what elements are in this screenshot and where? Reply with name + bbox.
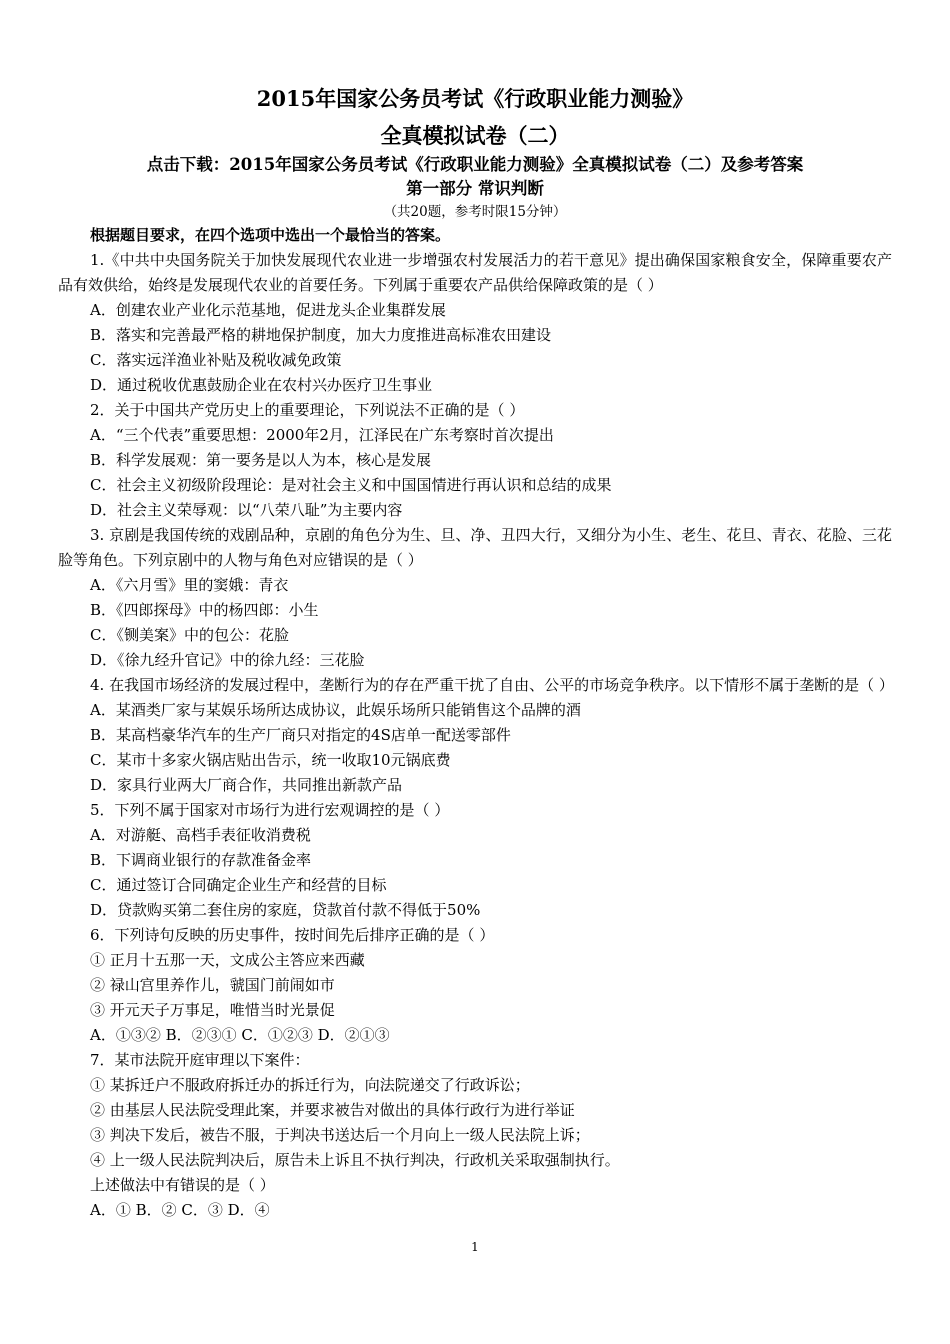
question-5 xyxy=(58,798,892,923)
question-1 xyxy=(58,248,892,398)
list-item: ③ 开元天子万事足，唯惜当时光景促 xyxy=(90,1001,335,1019)
list-item: ① 正月十五那一天，文成公主答应来西藏 xyxy=(90,951,365,969)
question-2 xyxy=(58,398,892,523)
option: B．《四郎探母》中的杨四郎：小生 xyxy=(90,601,319,619)
document-subtitle: 全真模拟试卷（二） xyxy=(380,123,570,148)
options-row: A．①③② B．②③① C．①②③ D．②①③ xyxy=(90,1026,390,1044)
question-stem: 7．某市法院开庭审理以下案件： xyxy=(90,1051,310,1069)
option: D．社会主义荣辱观：以“八荣八耻”为主要内容 xyxy=(90,501,403,519)
part-note: （共20题，参考时限15分钟） xyxy=(383,204,567,220)
question-stem: 5．下列不属于国家对市场行为进行宏观调控的是（ ） xyxy=(90,801,450,819)
option: A．“三个代表”重要思想：2000年2月，江泽民在广东考察时首次提出 xyxy=(90,426,554,444)
question-7 xyxy=(58,1048,892,1223)
option: A．创建农业产业化示范基地，促进龙头企业集群发展 xyxy=(90,301,446,319)
option: C．《铡美案》中的包公：花脸 xyxy=(90,626,289,644)
page-number: 1 xyxy=(471,1240,479,1254)
question-stem: 6．下列诗句反映的历史事件，按时间先后排序正确的是（ ） xyxy=(90,926,495,944)
document-title: 2015年国家公务员考试《行政职业能力测验》 xyxy=(256,86,694,111)
list-item: ② 由基层人民法院受理此案，并要求被告对做出的具体行政行为进行举证 xyxy=(90,1101,575,1119)
list-item: ① 某拆迁户不服政府拆迁办的拆迁行为，向法院递交了行政诉讼； xyxy=(90,1076,530,1094)
list-item: ② 禄山宫里养作儿，虢国门前闹如市 xyxy=(90,976,335,994)
list-item: ④ 上一级人民法院判决后，原告未上诉且不执行判决，行政机关采取强制执行。 xyxy=(90,1151,620,1169)
option: A．《六月雪》里的窦娥：青衣 xyxy=(90,576,289,594)
option: B．下调商业银行的存款准备金率 xyxy=(90,851,312,869)
option: D．家具行业两大厂商合作，共同推出新款产品 xyxy=(90,776,403,794)
instruction: 根据题目要求，在四个选项中选出一个最恰当的答案。 xyxy=(90,226,451,244)
option: C．某市十多家火锅店贴出告示，统一收取10元锅底费 xyxy=(90,751,451,769)
option: C．通过签订合同确定企业生产和经营的目标 xyxy=(90,876,387,894)
question-4 xyxy=(58,673,892,798)
question-stem: 2．关于中国共产党历史上的重要理论，下列说法不正确的是（ ） xyxy=(90,401,525,419)
option: D．通过税收优惠鼓励企业在农村兴办医疗卫生事业 xyxy=(90,376,433,394)
question-6 xyxy=(58,923,892,1048)
options-row: A．① B．② C．③ D．④ xyxy=(90,1201,270,1219)
option: C．社会主义初级阶段理论：是对社会主义和中国国情进行再认识和总结的成果 xyxy=(90,476,612,494)
option: B．落实和完善最严格的耕地保护制度，加大力度推进高标准农田建设 xyxy=(90,326,552,344)
question-3 xyxy=(58,523,892,673)
download-link[interactable]: 点击下载：2015年国家公务员考试《行政职业能力测验》全真模拟试卷（二）及参考答案 xyxy=(146,155,804,174)
question-stem: 1.《中共中央国务院关于加快发展现代农业进一步增强农村发展活力的若干意见》提出确保国家粮食安全，保障重要农产品有效供给，始终是发展现代农业的首要任务。下列属于重要农产品供给保障政策的是（ ） xyxy=(58,251,892,294)
option: A．对游艇、高档手表征收消费税 xyxy=(90,826,311,844)
option: D．贷款购买第二套住房的家庭，贷款首付款不得低于50% xyxy=(90,901,481,919)
option: C．落实远洋渔业补贴及税收减免政策 xyxy=(90,351,342,369)
part-heading: 第一部分 常识判断 xyxy=(406,179,544,198)
question-prompt: 上述做法中有错误的是（ ） xyxy=(90,1176,275,1194)
option: D．《徐九经升官记》中的徐九经：三花脸 xyxy=(90,651,365,669)
option: B．某高档豪华汽车的生产厂商只对指定的4S店单一配送零部件 xyxy=(90,726,511,744)
question-stem: 3. 京剧是我国传统的戏剧品种，京剧的角色分为生、旦、净、丑四大行，又细分为小生、老生、花旦、青衣、花脸、三花脸等角色。下列京剧中的人物与角色对应错误的是（ ） xyxy=(58,526,892,569)
list-item: ③ 判决下发后，被告不服，于判决书送达后一个月向上一级人民法院上诉； xyxy=(90,1126,590,1144)
option: B．科学发展观：第一要务是以人为本，核心是发展 xyxy=(90,451,432,469)
question-stem: 4. 在我国市场经济的发展过程中，垄断行为的存在严重干扰了自由、公平的市场竞争秩序。以下情形不属于垄断的是（ ） xyxy=(90,676,894,694)
option: A．某酒类厂家与某娱乐场所达成协议，此娱乐场所只能销售这个品牌的酒 xyxy=(90,701,581,719)
